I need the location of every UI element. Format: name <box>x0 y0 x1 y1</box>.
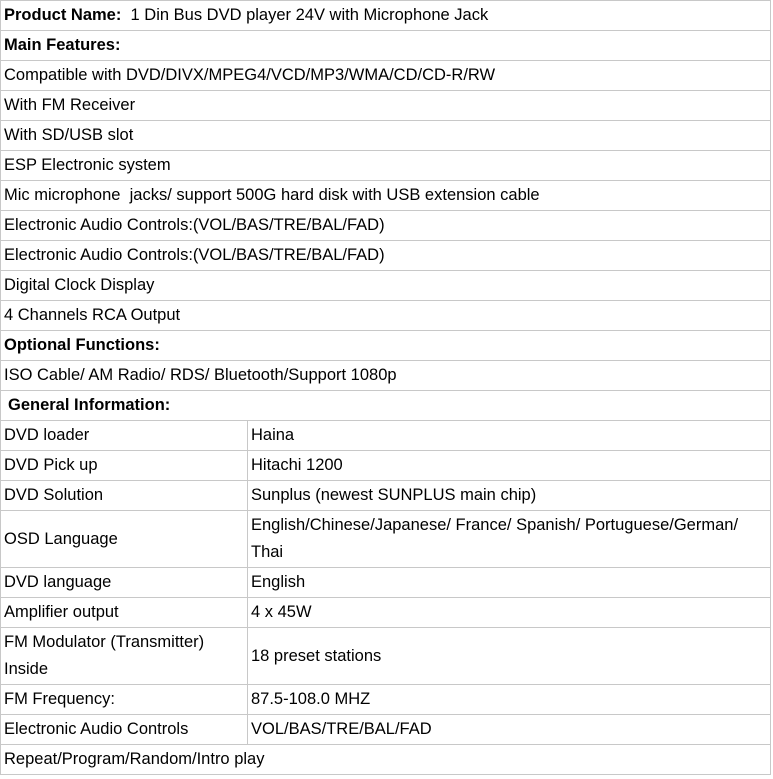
feature-item: Digital Clock Display <box>1 271 771 301</box>
spec-label: DVD language <box>1 568 248 598</box>
product-name-label: Product Name: <box>4 6 122 24</box>
feature-row <box>1 181 771 211</box>
footer-row <box>1 745 771 775</box>
spec-label: FM Modulator (Transmitter) Inside <box>1 628 248 685</box>
spec-label: OSD Language <box>1 511 248 568</box>
feature-item: 4 Channels RCA Output <box>1 301 771 331</box>
feature-row <box>1 301 771 331</box>
spec-row <box>1 628 771 685</box>
spec-row <box>1 481 771 511</box>
spec-value: Sunplus (newest SUNPLUS main chip) <box>248 481 771 511</box>
feature-row <box>1 151 771 181</box>
spec-row <box>1 568 771 598</box>
spec-label: Amplifier output <box>1 598 248 628</box>
section-heading-row <box>1 391 771 421</box>
spec-row <box>1 451 771 481</box>
feature-item: Electronic Audio Controls:(VOL/BAS/TRE/BAL/FAD) <box>1 211 771 241</box>
feature-item: Compatible with DVD/DIVX/MPEG4/VCD/MP3/WMA/CD/CD-R/RW <box>1 61 771 91</box>
product-name-row <box>1 1 771 31</box>
spec-label: Electronic Audio Controls <box>1 715 248 745</box>
spec-value: VOL/BAS/TRE/BAL/FAD <box>248 715 771 745</box>
feature-row <box>1 211 771 241</box>
spec-label: DVD Pick up <box>1 451 248 481</box>
spec-label: FM Frequency: <box>1 685 248 715</box>
spec-label: DVD Solution <box>1 481 248 511</box>
feature-item: With SD/USB slot <box>1 121 771 151</box>
spec-row <box>1 715 771 745</box>
spec-row <box>1 598 771 628</box>
general-information-heading: General Information: <box>1 391 771 421</box>
product-name-cell <box>1 1 771 31</box>
optional-item: ISO Cable/ AM Radio/ RDS/ Bluetooth/Support 1080p <box>1 361 771 391</box>
footer-item: Repeat/Program/Random/Intro play <box>1 745 771 775</box>
spec-value: 18 preset stations <box>248 628 771 685</box>
product-name-value: 1 Din Bus DVD player 24V with Microphone Jack <box>130 6 489 24</box>
spec-value: 4 x 45W <box>248 598 771 628</box>
section-heading-row <box>1 31 771 61</box>
spec-value: English <box>248 568 771 598</box>
spec-value: 87.5-108.0 MHZ <box>248 685 771 715</box>
feature-item: With FM Receiver <box>1 91 771 121</box>
spec-value: English/Chinese/Japanese/ France/ Spanish/ Portuguese/German/ Thai <box>248 511 771 568</box>
main-features-heading: Main Features: <box>1 31 771 61</box>
spec-row <box>1 421 771 451</box>
feature-row <box>1 91 771 121</box>
feature-item: ESP Electronic system <box>1 151 771 181</box>
feature-row <box>1 61 771 91</box>
spec-value: Haina <box>248 421 771 451</box>
feature-item: Mic microphone jacks/ support 500G hard disk with USB extension cable <box>1 181 771 211</box>
feature-item: Electronic Audio Controls:(VOL/BAS/TRE/BAL/FAD) <box>1 241 771 271</box>
spec-row <box>1 511 771 568</box>
spec-value: Hitachi 1200 <box>248 451 771 481</box>
spec-row <box>1 685 771 715</box>
spec-label: DVD loader <box>1 421 248 451</box>
feature-row <box>1 121 771 151</box>
optional-functions-heading: Optional Functions: <box>1 331 771 361</box>
feature-row <box>1 271 771 301</box>
feature-row <box>1 241 771 271</box>
optional-row <box>1 361 771 391</box>
section-heading-row <box>1 331 771 361</box>
